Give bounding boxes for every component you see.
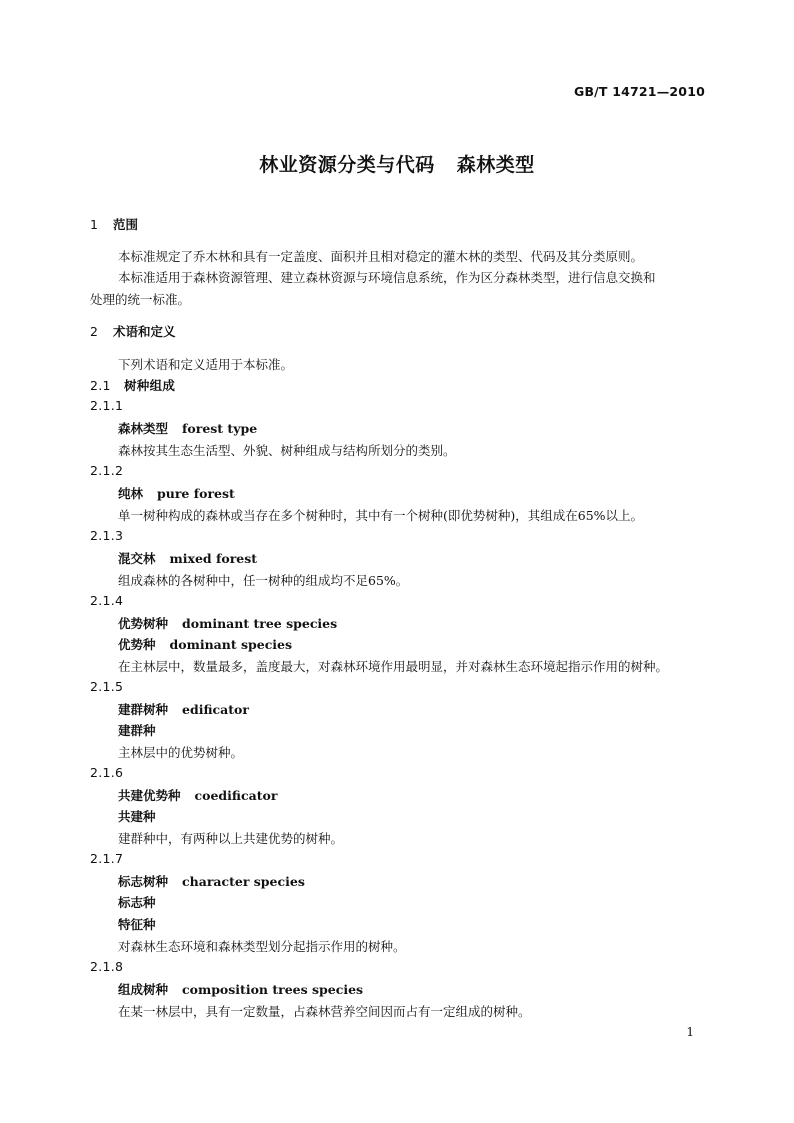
term-english: composition trees species (182, 982, 364, 997)
term-alt-name: 标志种 (118, 895, 156, 910)
term-alt-name: 共建种 (118, 809, 156, 824)
term-number: 2.1.3 (90, 528, 124, 543)
term-number: 2.1.7 (90, 851, 124, 866)
term-chinese: 纯林 (118, 486, 144, 501)
term-chinese: 共建优势种 (118, 788, 181, 803)
term-number: 2.1.5 (90, 679, 124, 694)
subsection-title: 树种组成 (124, 378, 176, 393)
section-2-title: 术语和定义 (113, 324, 176, 339)
subsection-number: 2.1 (90, 378, 111, 393)
term-definition: 在主林层中，数量最多，盖度最大，对森林环境作用最明显，并对森林生态环境起指示作用的树种。 (118, 659, 669, 674)
term-definition: 单一树种构成的森林或当存在多个树种时，其中有一个树种(即优势树种)，其组成在65%以上。 (118, 508, 644, 523)
term-english: character species (182, 874, 305, 889)
term-definition: 对森林生态环境和森林类型划分起指示作用的树种。 (118, 939, 406, 954)
page-number: 1 (686, 1025, 694, 1039)
title-sub: 森林类型 (456, 154, 535, 176)
term-chinese: 优势树种 (118, 616, 169, 631)
term-definition: 在某一林层中，具有一定数量，占森林营养空间因而占有一定组成的树种。 (118, 1004, 531, 1019)
term-number: 2.1.4 (90, 593, 124, 608)
term-name (118, 549, 257, 567)
term-number: 2.1.6 (90, 765, 124, 780)
term-definition: 组成森林的各树种中，任一树种的组成均不足65%。 (118, 573, 409, 588)
section-2-heading (90, 322, 176, 340)
term-definition: 森林按其生态生活型、外貌、树种组成与结构所划分的类别。 (118, 443, 456, 458)
title-main: 林业资源分类与代码 (259, 154, 435, 176)
page-title (0, 150, 794, 177)
section-1-title: 范围 (113, 217, 139, 232)
term-chinese: 混交林 (118, 551, 156, 566)
term-name (118, 700, 249, 718)
term-english: coedificator (194, 788, 278, 803)
term-number: 2.1.8 (90, 959, 124, 974)
section-1-heading (90, 215, 138, 233)
standard-number: GB/T 14721—2010 (573, 84, 705, 99)
section-1-para-1: 本标准规定了乔木林和具有一定盖度、面积并且相对稳定的灌木林的类型、代码及其分类原则。 (118, 249, 644, 264)
term-name (118, 872, 305, 890)
term-definition: 建群种中，有两种以上共建优势的树种。 (118, 831, 344, 846)
term-english: pure forest (157, 486, 235, 501)
term-number: 2.1.2 (90, 463, 124, 478)
term-name (118, 484, 235, 502)
term-name (118, 614, 337, 632)
term-english: dominant species (169, 637, 293, 652)
term-alt-name: 建群种 (118, 723, 156, 738)
section-1-para-2-line-1: 本标准适用于森林资源管理、建立森林资源与环境信息系统，作为区分森林类型，进行信息交换和 (118, 270, 656, 285)
term-name (118, 419, 257, 437)
term-definition: 主林层中的优势树种。 (118, 745, 244, 760)
section-2-number: 2 (90, 324, 98, 339)
term-english: dominant tree species (182, 616, 338, 631)
term-chinese: 标志树种 (118, 874, 169, 889)
term-name (118, 980, 363, 998)
term-chinese: 森林类型 (118, 421, 169, 436)
term-alt-name (118, 635, 292, 653)
section-1-para-2-line-2: 处理的统一标准。 (90, 292, 191, 307)
term-english: mixed forest (169, 551, 258, 566)
term-chinese: 建群树种 (118, 702, 169, 717)
section-1-number: 1 (90, 217, 98, 232)
term-english: forest type (182, 421, 258, 436)
subsection-2-1-heading (90, 376, 175, 394)
term-number: 2.1.1 (90, 398, 124, 413)
term-alt-name: 特征种 (118, 917, 156, 932)
term-chinese: 组成树种 (118, 982, 169, 997)
section-2-intro: 下列术语和定义适用于本标准。 (118, 357, 294, 372)
term-english: edificator (182, 702, 249, 717)
term-chinese: 优势种 (118, 637, 156, 652)
term-name (118, 786, 277, 804)
